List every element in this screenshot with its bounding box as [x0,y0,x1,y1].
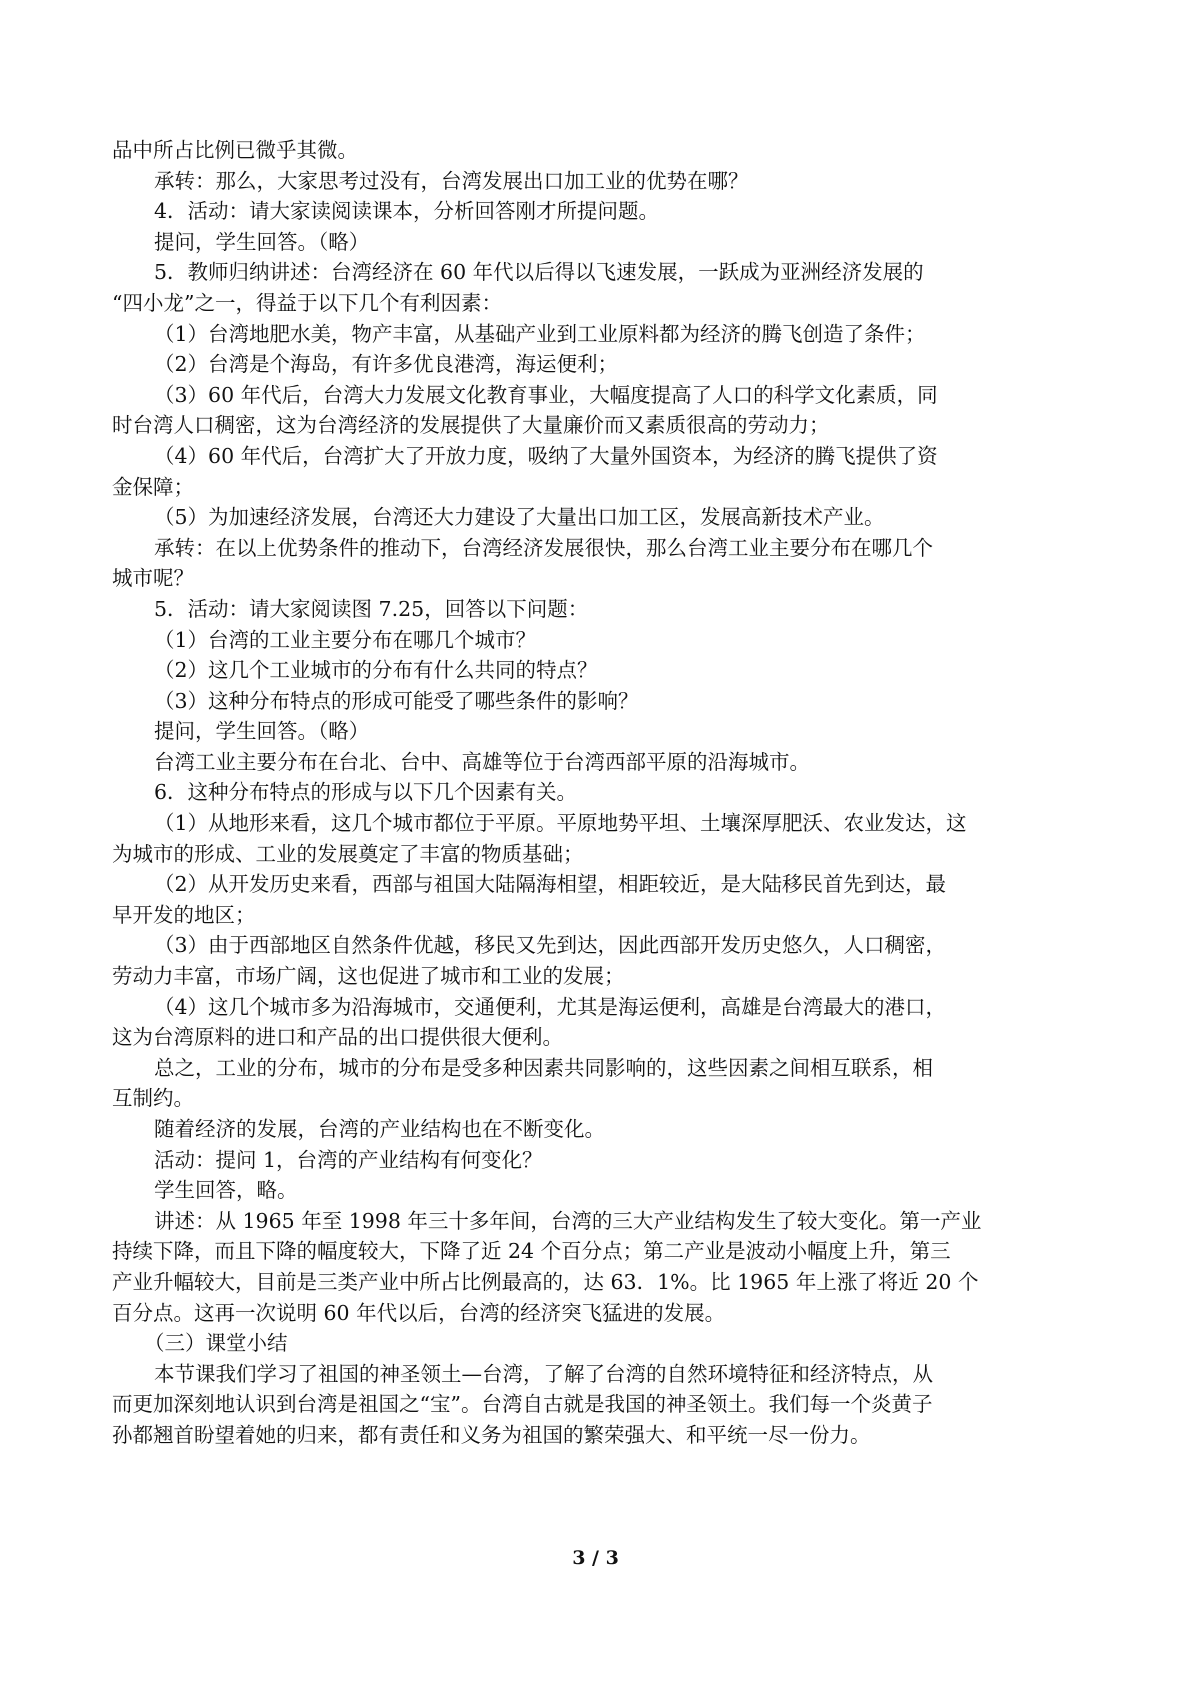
text-line: 活动：提问 1，台湾的产业结构有何变化？ [154,1147,543,1172]
text-line: 互制约。 [112,1086,194,1111]
page-number: 3 / 3 [572,1547,619,1569]
text-line: 百分点。这再一次说明 60 年代以后，台湾的经济突飞猛进的发展。 [112,1300,726,1325]
text-line: （2）台湾是个海岛，有许多优良港湾，海运便利； [154,352,619,377]
text-line: 早开发的地区； [112,902,256,927]
text-line: 品中所占比例已微乎其微。 [112,138,358,162]
text-line: 讲述：从 1965 年至 1998 年三十多年间，台湾的三大产业结构发生了较大变化。第一产业 [154,1208,982,1233]
text-line: “四小龙”之一，得益于以下几个有利因素： [112,290,502,315]
text-line: 城市呢？ [112,566,194,591]
text-line: （3）这种分布特点的形成可能受了哪些条件的影响？ [154,688,639,713]
text-line: （4）这几个城市多为沿海城市，交通便利，尤其是海运便利，高雄是台湾最大的港口， [154,994,947,1019]
text-line: 而更加深刻地认识到台湾是祖国之“宝”。台湾自古就是我国的神圣领土。我们每一个炎黄子 [112,1392,933,1417]
text-line: （4）60 年代后，台湾扩大了开放力度，吸纳了大量外国资本，为经济的腾飞提供了资 [154,443,938,468]
text-line: （2）从开发历史来看，西部与祖国大陆隔海相望，相距较近，是大陆移民首先到达，最 [154,872,947,897]
text-line: 本节课我们学习了祖国的神圣领土—台湾，了解了台湾的自然环境特征和经济特点，从 [154,1361,933,1386]
text-line: 劳动力丰富，市场广阔，这也促进了城市和工业的发展； [112,964,625,989]
text-line: （3）由于西部地区自然条件优越，移民又先到达，因此西部开发历史悠久，人口稠密， [154,933,947,958]
document-body [112,135,1092,1451]
text-line: （三）课堂小结 [144,1331,288,1356]
text-line: 孙都翘首盼望着她的归来，都有责任和义务为祖国的繁荣强大、和平统一尽一份力。 [112,1422,871,1447]
text-line: （3）60 年代后，台湾大力发展文化教育事业，大幅度提高了人口的科学文化素质，同 [154,382,938,407]
text-line: 提问，学生回答。（略） [154,719,370,744]
text-line: 这为台湾原料的进口和产品的出口提供很大便利。 [112,1025,563,1050]
text-line: （1）从地形来看，这几个城市都位于平原。平原地势平坦、土壤深厚肥沃、农业发达，这 [154,811,967,836]
text-line: 5．活动：请大家阅读图 7.25，回答以下问题： [154,596,589,621]
text-line: （1）台湾的工业主要分布在哪几个城市？ [154,627,537,652]
text-line: （1）台湾地肥水美，物产丰富，从基础产业到工业原料都为经济的腾飞创造了条件； [154,321,926,346]
text-line: 台湾工业主要分布在台北、台中、高雄等位于台湾西部平原的沿海城市。 [154,749,810,774]
text-line: 提问，学生回答。（略） [154,229,370,254]
text-line: 承转：那么，大家思考过没有，台湾发展出口加工业的优势在哪？ [154,168,749,193]
text-line: 6．这种分布特点的形成与以下几个因素有关。 [154,780,578,805]
text-line: 4．活动：请大家读阅读课本，分析回答刚才所提问题。 [154,199,660,224]
text-line: 时台湾人口稠密，这为台湾经济的发展提供了大量廉价而又素质很高的劳动力； [112,413,830,438]
text-line: 金保障； [112,474,194,499]
text-line: 5．教师归纳讲述：台湾经济在 60 年代以后得以飞速发展，一跃成为亚洲经济发展的 [154,260,924,285]
text-line: 承转：在以上优势条件的推动下，台湾经济发展很快，那么台湾工业主要分布在哪几个 [154,535,933,560]
text-line: 学生回答，略。 [154,1178,298,1203]
text-line: 随着经济的发展，台湾的产业结构也在不断变化。 [154,1117,605,1141]
text-line: 总之，工业的分布，城市的分布是受多种因素共同影响的，这些因素之间相互联系，相 [154,1055,933,1080]
text-line: 为城市的形成、工业的发展奠定了丰富的物质基础； [112,841,584,866]
text-line: 持续下降，而且下降的幅度较大，下降了近 24 个百分点；第二产业是波动小幅度上升，第三 [112,1239,951,1264]
text-line: （5）为加速经济发展，台湾还大力建设了大量出口加工区，发展高新技术产业。 [154,505,885,530]
text-line: 产业升幅较大，目前是三类产业中所占比例最高的，达 63．1%。比 1965 年上涨了将近 20 个 [112,1269,979,1294]
text-line: （2）这几个工业城市的分布有什么共同的特点？ [154,658,598,683]
